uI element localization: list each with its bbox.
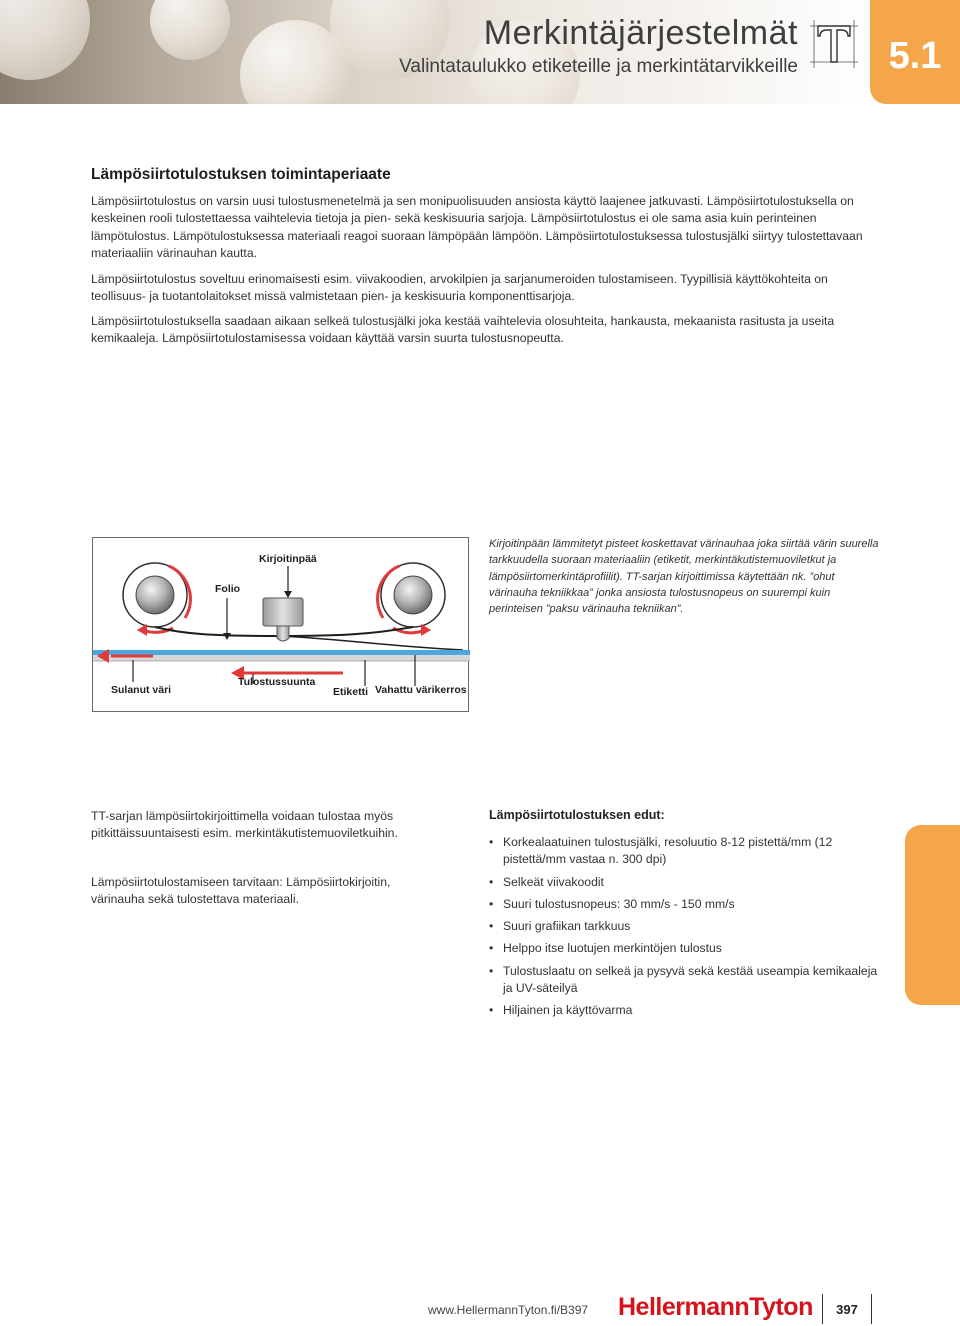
roll-core	[394, 576, 432, 614]
list-item-text: Suuri grafiikan tarkkuus	[503, 919, 631, 934]
roll-core	[136, 576, 174, 614]
diagram-svg	[93, 538, 470, 713]
arrowhead	[284, 591, 292, 598]
page-title: Merkintäjärjestelmät	[483, 14, 798, 52]
list-item	[489, 874, 889, 891]
list-item-text: Suuri tulostusnopeus: 30 mm/s - 150 mm/s	[503, 896, 735, 911]
list-item	[489, 896, 889, 913]
list-item	[489, 1002, 889, 1019]
chapter-number: 5.1	[888, 34, 942, 77]
section-heading: Lämpösiirtotulostuksen toimintaperiaate	[91, 166, 391, 183]
advantages-column	[489, 808, 889, 1025]
page-subtitle: Valintataulukko etiketeille ja merkintätarvikkeille	[399, 56, 798, 77]
page-number-text: 397	[836, 1301, 858, 1317]
page-number	[822, 1294, 872, 1324]
thermal-transfer-diagram	[92, 537, 469, 712]
color-layer-label: Vahattu värikerros	[375, 684, 467, 696]
diagram-caption: Kirjoitinpään lämmitetyt pisteet koskettavat värinauhaa joka siirtää värin suurella tarkkuudella suoraan materiaaliin (etiketit, merkintäkutistemuoviletkut ja lämpösiirtomerkintäprofiilit). TT-sarjan kirjoittimissa käytettään nk. ”ohut värinauha tekniikkaa” jonka ansiosta tulostusnopeus on suurempi kuin perinteisen ”paksu värinauha tekniikan”.	[489, 538, 879, 616]
foil-label: Folio	[215, 583, 241, 595]
print-direction-label: Tulostussuunta	[238, 676, 316, 688]
advantages-heading: Lämpösiirtotulostuksen edut:	[489, 808, 665, 822]
list-item-text: Korkealaatuinen tulostusjälki, resoluutio 8-12 pistettä/mm (12 pistettä/mm vastaa n. 300 dpi)	[503, 835, 833, 867]
ribbon-foil-return	[278, 636, 463, 650]
typeface-t-icon	[808, 16, 860, 72]
list-item	[489, 940, 889, 957]
chapter-tab	[870, 0, 960, 104]
list-item-text: Hiljainen ja käyttövarma	[503, 1003, 633, 1018]
left-paragraph-2: Lämpösiirtotulostamiseen tarvitaan: Lämpösiirtokirjoitin, värinauha sekä tulostettava materiaali.	[91, 874, 391, 906]
label-label: Etiketti	[333, 686, 369, 698]
printhead	[263, 598, 303, 626]
arrowhead	[223, 633, 231, 640]
footer-url-link[interactable]: www.HellermannTyton.fi/B397	[428, 1303, 589, 1317]
list-item	[489, 963, 889, 998]
melted-color-label: Sulanut väri	[111, 684, 172, 696]
bullet-icon: •	[489, 1003, 494, 1018]
list-item	[489, 918, 889, 935]
printhead-tip	[277, 626, 289, 641]
side-index-tab	[905, 825, 960, 1005]
bullet-icon: •	[489, 896, 494, 911]
printhead-label: Kirjoitinpää	[259, 553, 317, 565]
arrowhead	[137, 624, 147, 636]
usage-paragraph: Lämpösiirtotulostus soveltuu erinomaisesti esim. viivakoodien, arvokilpien ja sarjanumeroiden tulostamiseen. Tyypillisiä käyttökohteita on teollisuus- ja tuotantolaitokset missä valmistetaan pien- ja keskisuuria komponenttisarjoja.	[91, 272, 828, 304]
ribbon-strip	[93, 650, 470, 655]
bullet-icon: •	[489, 963, 494, 978]
arrowhead	[421, 624, 431, 636]
bullet-icon: •	[489, 941, 494, 956]
brand-logo: HellermannTyton	[618, 1293, 813, 1321]
durability-paragraph: Lämpösiirtotulostuksella saadaan aikaan selkeä tulostusjälki joka kestää vaihtelevia olosuhteita, hankausta, mekaanista rasitusta ja useita kemikaaleja. Lämpösiirtotulostamisessa voidaan käyttää varsin suurta tulostusnopeutta.	[91, 314, 835, 346]
list-item-text: Tulostuslaatu on selkeä ja pysyvä sekä kestää useampia kemikaaleja ja UV-säteilyä	[503, 963, 878, 996]
list-item-text: Helppo itse luotujen merkintöjen tulostus	[503, 941, 722, 956]
list-item-text: Selkeät viivakoodit	[503, 874, 604, 889]
bullet-icon: •	[489, 874, 494, 889]
bullet-icon: •	[489, 919, 494, 934]
decorative-sphere	[0, 0, 90, 80]
intro-paragraph: Lämpösiirtotulostus on varsin uusi tulostusmenetelmä ja sen monipuolisuuden ansiosta käyttö laajenee jatkuvasti. Lämpösiirtotulostuksella on keskeinen rooli tulostettaessa vaihtelevia tietoja ja pien- sekä keskisuuria sarjoja. Lämpösiirtotulostus ei ole sama asia kuin perinteinen lämpötulostus. Lämpötulostuksessa materiaali reagoi suoraan lämpöpään lämpöön. Lämpösiirtotulostuksessa tulostusjälki siirtyy tulostettavaan materiaaliin värinauhan kautta.	[91, 194, 863, 260]
left-column	[91, 808, 421, 908]
decorative-sphere	[150, 0, 230, 60]
list-item	[489, 834, 889, 869]
bullet-icon: •	[489, 835, 494, 849]
left-paragraph-1: TT-sarjan lämpösiirtokirjoittimella voidaan tulostaa myös pitkittäissuuntaisesti esim. merkintäkutistemuoviletkuihin.	[91, 809, 398, 841]
advantages-list	[489, 834, 889, 1020]
